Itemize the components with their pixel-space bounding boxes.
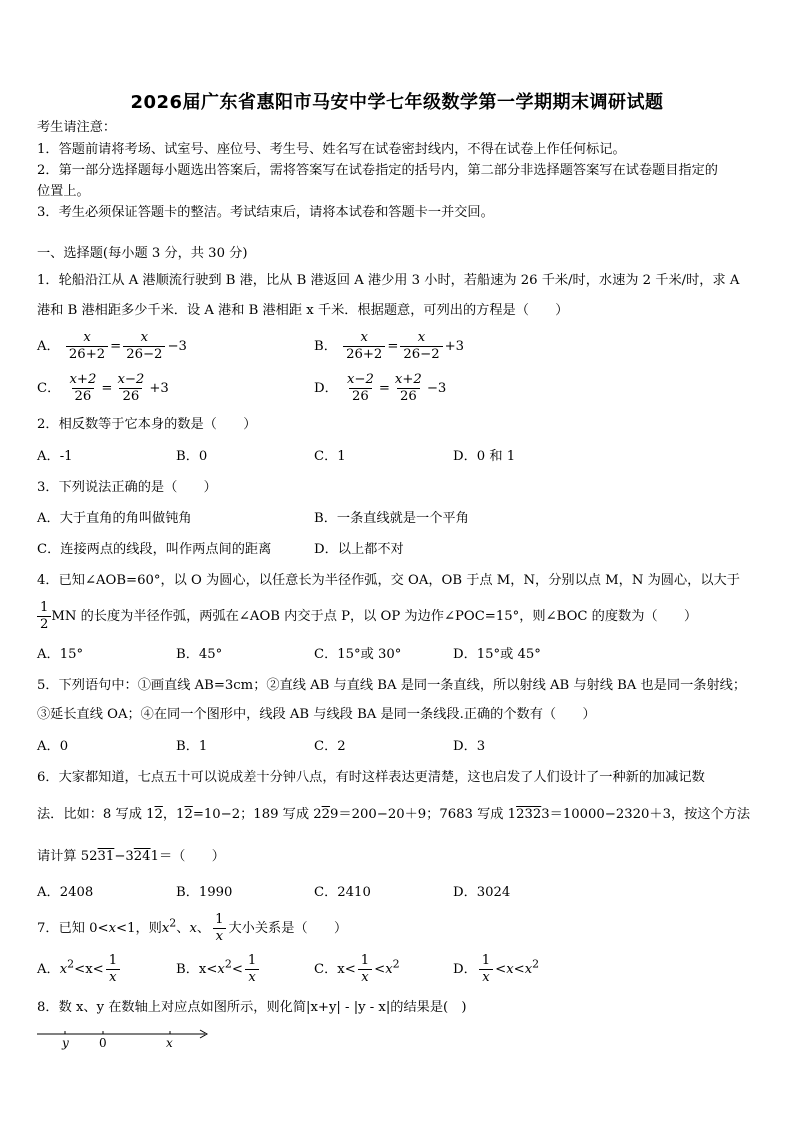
question-6-stem: 法．比如：8 写成 12，12=10−2；189 写成 229＝200−20＋9；7683 写成 12323＝10000−2320＋3，按这个方法 — [37, 807, 751, 822]
question-4-option-d: D．15°或 45° — [453, 647, 541, 662]
question-3-stem: 3．下列说法正确的是（ ） — [37, 480, 217, 495]
question-6-stem: 请计算 5231−3241＝（ ） — [37, 849, 225, 864]
notice-item: 位置上。 — [37, 184, 90, 199]
label-y: y — [62, 1036, 69, 1050]
question-3-option-c: C．连接两点的线段，叫作两点间的距离 — [37, 542, 272, 557]
label-x: x — [166, 1036, 173, 1050]
question-2-option-b: B．0 — [176, 449, 208, 464]
number-line-figure — [37, 1028, 213, 1050]
question-5-option-c: C．2 — [314, 739, 346, 754]
question-6-option-c: C．2410 — [314, 885, 371, 900]
question-1-option-d: D． $\frac{x-2}{26}$ = $\frac{x+2}{26}$ −3 — [314, 372, 447, 404]
section-heading: 一、选择题(每小题 3 分，共 30 分) — [37, 246, 248, 261]
question-4-option-b: B．45° — [176, 647, 223, 662]
question-1-stem: 港和 B 港相距多少千米．设 A 港和 B 港相距 x 千米．根据题意，可列出的方程是（ ） — [37, 303, 569, 318]
question-6-stem: 6．大家都知道，七点五十可以说成差十分钟八点，有时这样表达更清楚，这也启发了人们设计了一种新的加减记数 — [37, 770, 705, 785]
question-2-option-c: C．1 — [314, 449, 346, 464]
question-4-stem: 4．已知∠AOB=60°，以 O 为圆心，以任意长为半径作弧，交 OA，OB 于点 M，N，分别以点 M，N 为圆心，以大于 — [37, 573, 740, 588]
question-7-stem: 7．已知 0<x<1，则$x^2$、x、 $\frac{1}{x}$ 大小关系是（ ） — [37, 912, 348, 944]
question-4-option-a: A．15° — [37, 647, 84, 662]
page-title: 2026届广东省惠阳市马安中学七年级数学第一学期期末调研试题 — [130, 92, 664, 113]
question-4-option-c: C．15°或 30° — [314, 647, 402, 662]
question-2-stem: 2．相反数等于它本身的数是（ ） — [37, 417, 257, 432]
question-4-stem: $\frac{1}{2}$ MN 的长度为半径作弧，两弧在∠AOB 内交于点 P，以 OP 为边作∠POC=15°，则∠BOC 的度数为（ ） — [37, 600, 697, 633]
question-5-stem: 5．下列语句中：①画直线 AB=3cm；②直线 AB 与直线 BA 是同一条直线，所以射线 AB 与射线 BA 也是同一条射线； — [37, 678, 747, 693]
question-7-option-a: A．$x^2<x<$ $\frac{1}{x}$ — [37, 953, 122, 986]
question-6-option-a: A．2408 — [37, 885, 94, 900]
question-6-option-d: D．3024 — [453, 885, 511, 900]
question-1-option-c: C． $\frac{x+2}{26}$ = $\frac{x-2}{26}$ +3 — [37, 372, 169, 404]
question-3-option-d: D．以上都不对 — [314, 542, 404, 557]
question-1-stem: 1．轮船沿江从 A 港顺流行驶到 B 港，比从 B 港返回 A 港少用 3 小时，若船速为 26 千米/时，水速为 2 千米/时，求 A — [37, 273, 740, 288]
question-5-option-a: A．0 — [37, 739, 69, 754]
question-1-option-a: A． $\frac{x}{26+2}$ = $\frac{x}{26-2}$ −3 — [37, 330, 187, 362]
question-2-option-a: A．-1 — [37, 449, 73, 464]
question-7-option-b: B．$x<x^2<$ $\frac{1}{x}$ — [176, 953, 261, 986]
question-7-option-c: C．x< $\frac{1}{x}$ $<x^2$ — [314, 953, 400, 985]
question-3-option-b: B．一条直线就是一个平角 — [314, 511, 469, 526]
notice-item: 3．考生必须保证答题卡的整洁。考试结束后，请将本试卷和答题卡一并交回。 — [37, 205, 494, 220]
notice-item: 1．答题前请将考场、试室号、座位号、考生号、姓名写在试卷密封线内，不得在试卷上作任何标记。 — [37, 142, 626, 157]
question-8-stem: 8．数 x、y 在数轴上对应点如图所示，则化简|x+y| - |y - x|的结果是( ) — [37, 1000, 467, 1015]
notice-item: 2．第一部分选择题每小题选出答案后，需将答案写在试卷指定的括号内，第二部分非选择题答案写在试卷题目指定的 — [37, 163, 718, 178]
question-5-option-d: D．3 — [453, 739, 486, 754]
notice-heading: 考生请注意： — [37, 120, 117, 135]
question-7-option-d: D． $\frac{1}{x}$ $<x<x^2$ — [453, 953, 540, 985]
question-6-option-b: B．1990 — [176, 885, 233, 900]
question-5-option-b: B．1 — [176, 739, 208, 754]
label-zero: 0 — [99, 1036, 107, 1050]
question-3-option-a: A．大于直角的角叫做钝角 — [37, 511, 192, 526]
question-1-option-b: B． $\frac{x}{26+2}$ = $\frac{x}{26-2}$ +3 — [314, 330, 465, 362]
question-5-stem: ③延长直线 OA；④在同一个图形中，线段 AB 与线段 BA 是同一条线段.正确的个数有（ ） — [37, 707, 596, 722]
question-2-option-d: D．0 和 1 — [453, 449, 516, 464]
